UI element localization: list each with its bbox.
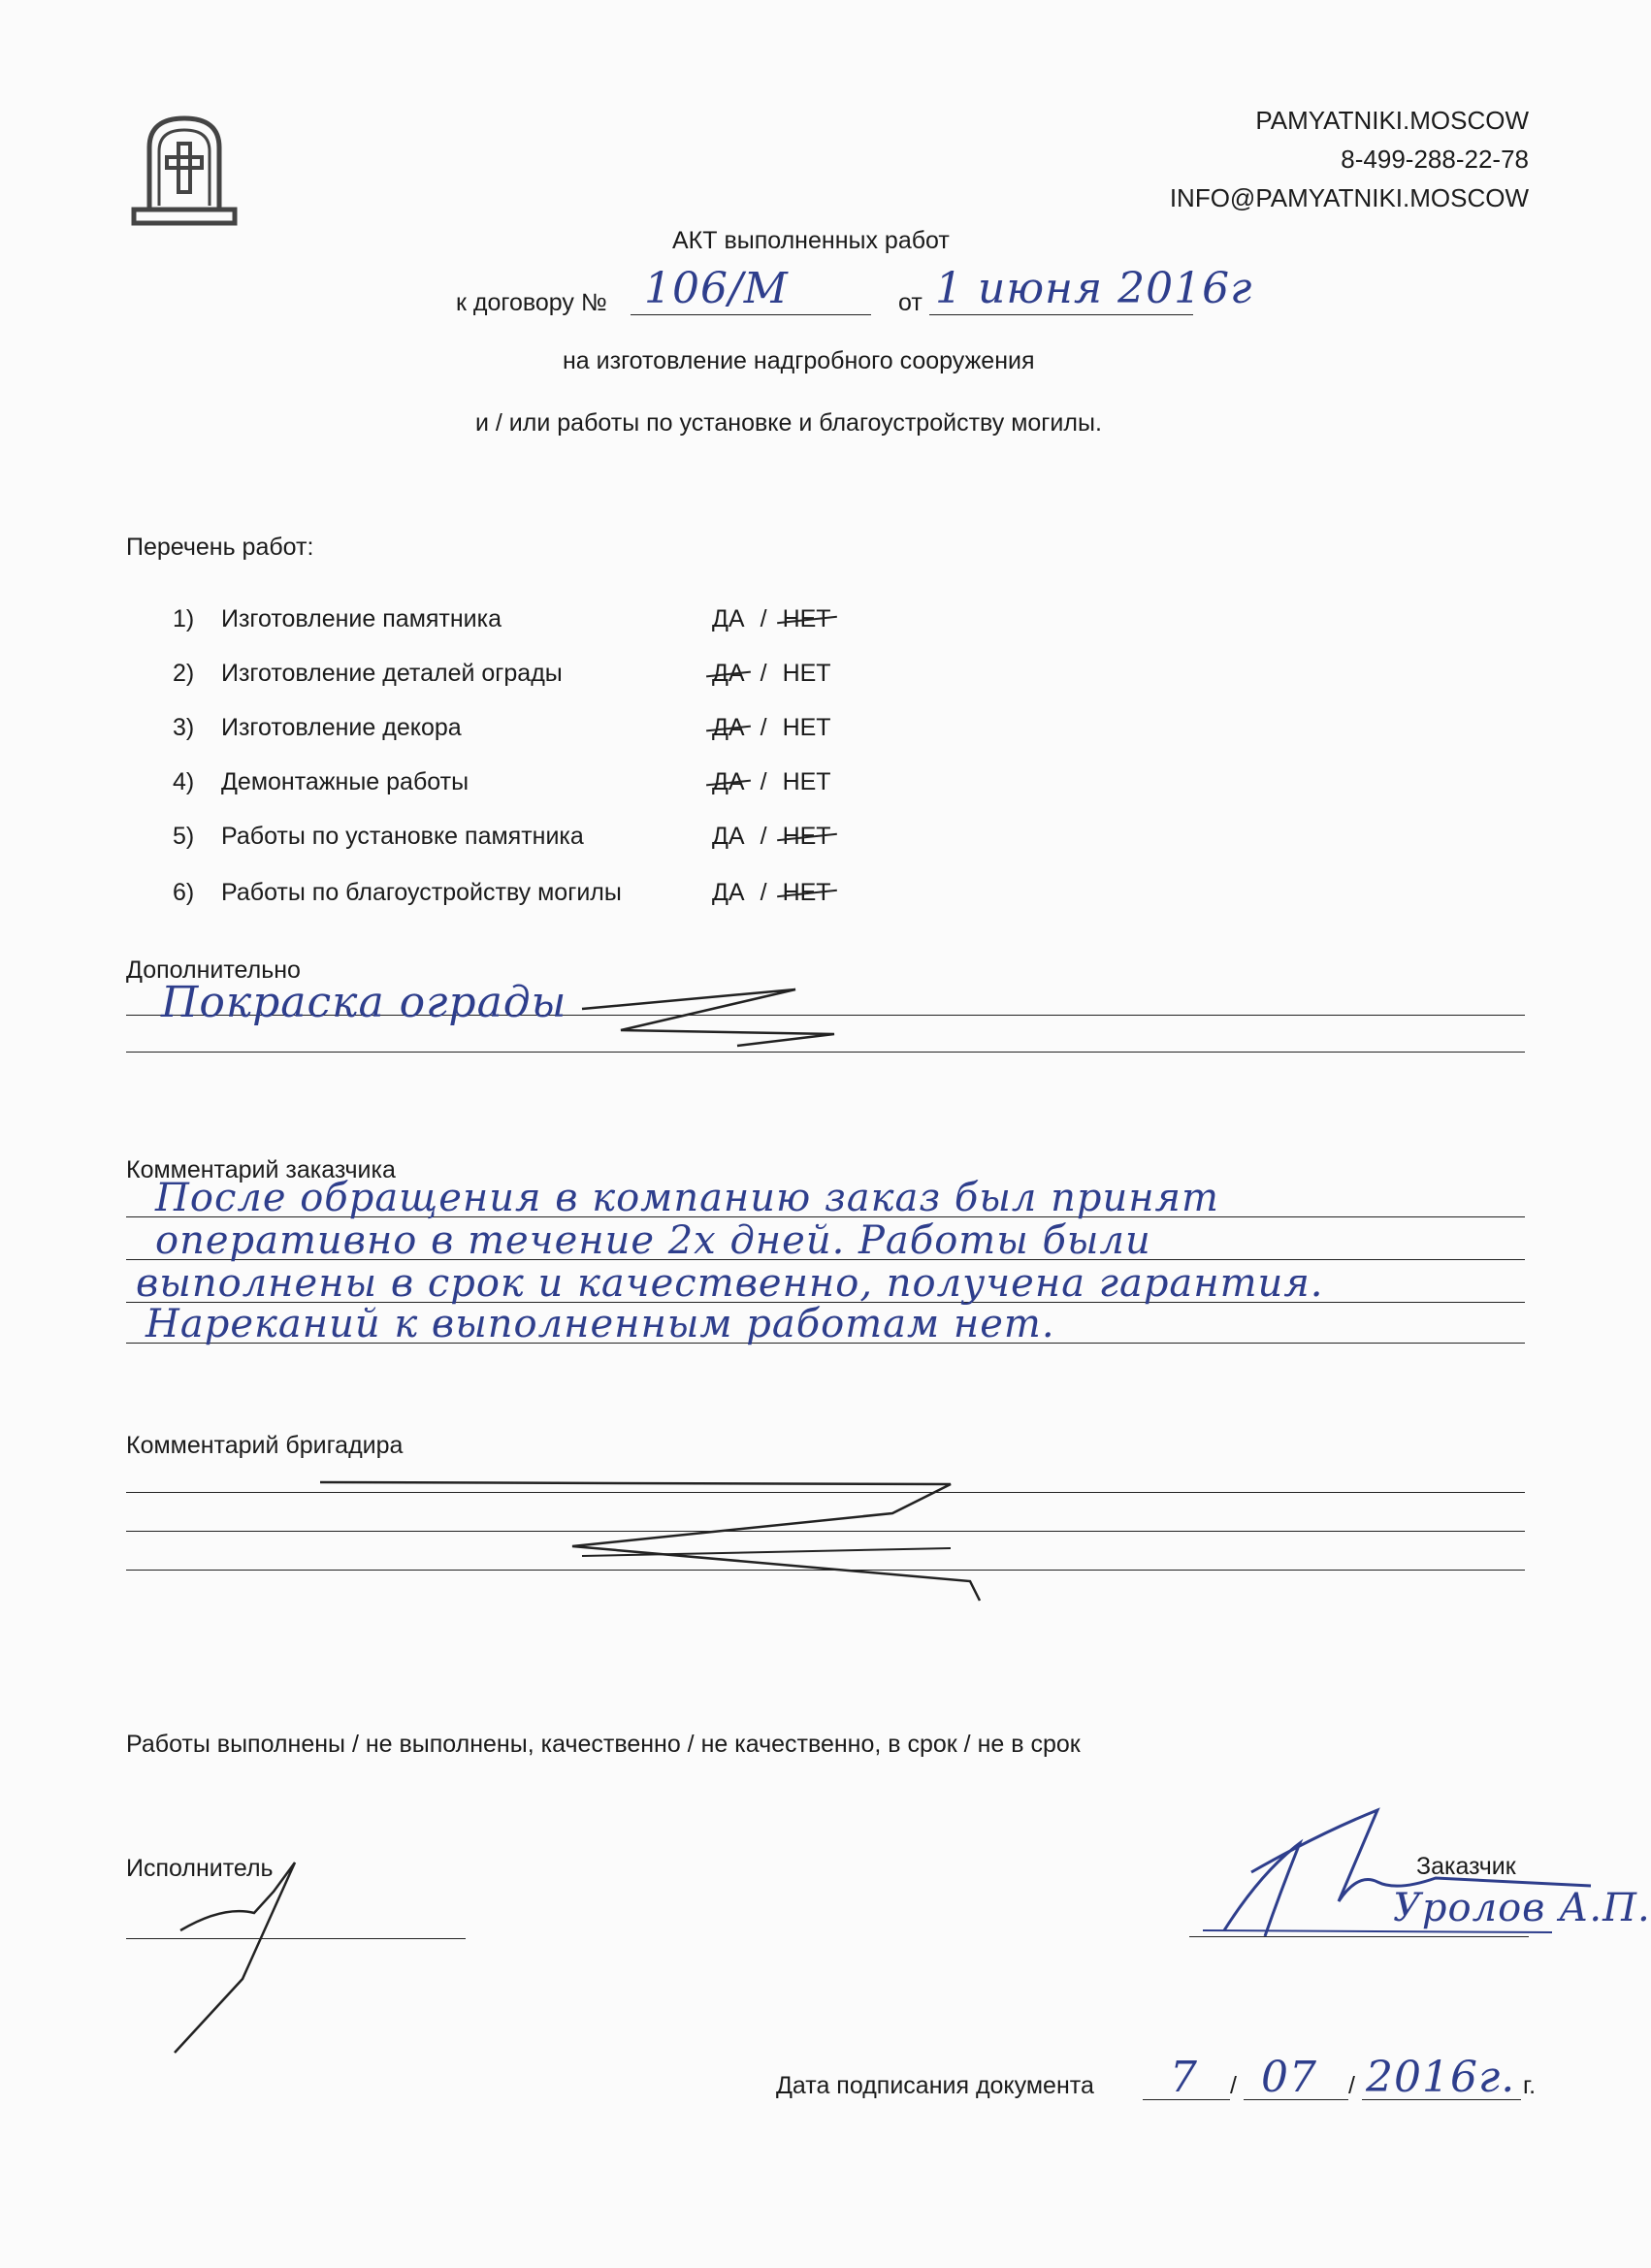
option-separator: /	[760, 714, 767, 741]
customer-signature-underline	[1203, 1930, 1552, 1932]
doc-title: АКТ выполненных работ	[672, 227, 950, 254]
work-item-yes-no	[712, 768, 831, 796]
work-item-number: 3)	[173, 714, 195, 741]
option-no: НЕТ	[782, 823, 831, 850]
work-item-number: 2)	[173, 660, 195, 687]
work-item-label: Изготовление деталей ограды	[221, 660, 563, 687]
work-item-number: 6)	[173, 879, 195, 906]
doc-subtitle-2: и / или работы по установке и благоустройству могилы.	[475, 409, 1102, 437]
option-yes: ДА	[712, 605, 745, 632]
work-item-yes-no	[712, 605, 831, 633]
option-no: НЕТ	[782, 605, 831, 632]
customer-signature-line	[1189, 1936, 1529, 1937]
foreman-crossout-scribble-2	[582, 1548, 951, 1556]
contact-block	[1170, 101, 1529, 217]
option-separator: /	[760, 605, 767, 632]
option-yes: ДА	[712, 768, 745, 795]
option-no: НЕТ	[782, 879, 831, 906]
date-month: 07	[1261, 2053, 1317, 2102]
date-slash-1: /	[1230, 2072, 1237, 2099]
option-yes: ДА	[712, 714, 745, 741]
work-item-label: Работы по установке памятника	[221, 823, 584, 850]
date-slash-2: /	[1348, 2072, 1355, 2099]
option-separator: /	[760, 879, 767, 906]
date-year: 2016г.	[1366, 2053, 1516, 2102]
site-url[interactable]: PAMYATNIKI.MOSCOW	[1255, 106, 1529, 135]
contract-prefix: к договору №	[456, 289, 607, 316]
executor-label: Исполнитель	[126, 1855, 274, 1882]
additional-label: Дополнительно	[126, 956, 301, 984]
work-item-yes-no	[712, 714, 831, 742]
work-item-number: 1)	[173, 605, 195, 632]
contract-date: 1 июня 2016г	[935, 264, 1253, 313]
email-address[interactable]: INFO@PAMYATNIKI.MOSCOW	[1169, 183, 1529, 212]
date-day: 7	[1170, 2053, 1198, 2102]
customer-name: Уролов А.П.	[1393, 1886, 1651, 1930]
work-item-label: Изготовление декора	[221, 714, 462, 741]
foreman-crossout-scribble	[320, 1482, 980, 1601]
option-no: НЕТ	[782, 660, 831, 687]
phone-number[interactable]: 8-499-288-22-78	[1341, 145, 1529, 174]
option-no: НЕТ	[782, 768, 831, 795]
date-prefix: от	[898, 289, 923, 316]
contract-date-line	[929, 314, 1193, 315]
contract-number: 106/M	[644, 264, 789, 313]
option-separator: /	[760, 768, 767, 795]
additional-crossout-scribble	[582, 989, 834, 1046]
foreman-line-3	[126, 1570, 1525, 1571]
foreman-line-2	[126, 1531, 1525, 1532]
customer-comment-line-3: выполнены в срок и качественно, получена гарантия.	[136, 1261, 1324, 1306]
work-item-yes-no	[712, 879, 831, 907]
additional-text: Покраска ограды	[161, 978, 567, 1027]
work-item-yes-no	[712, 823, 831, 851]
work-item-label: Изготовление памятника	[221, 605, 502, 632]
date-suffix: г.	[1523, 2072, 1537, 2099]
work-item-label: Демонтажные работы	[221, 768, 469, 795]
signing-date-label: Дата подписания документа	[776, 2072, 1094, 2099]
option-no: НЕТ	[782, 714, 831, 741]
option-separator: /	[760, 660, 767, 687]
work-item-number: 5)	[173, 823, 195, 850]
work-item-number: 4)	[173, 768, 195, 795]
customer-comment-label: Комментарий заказчика	[126, 1156, 396, 1183]
executor-signature-line	[126, 1938, 466, 1939]
works-heading: Перечень работ:	[126, 534, 314, 561]
work-item-yes-no	[712, 660, 831, 688]
customer-label: Заказчик	[1416, 1853, 1516, 1880]
work-item-label: Работы по благоустройству могилы	[221, 879, 622, 906]
status-line: Работы выполнены / не выполнены, качественно / не качественно, в срок / не в срок	[126, 1731, 1081, 1758]
foreman-line-1	[126, 1492, 1525, 1493]
option-yes: ДА	[712, 660, 745, 687]
option-separator: /	[760, 823, 767, 850]
additional-line-2	[126, 1052, 1525, 1053]
executor-signature	[175, 1863, 295, 2053]
gravestone-cross-icon	[128, 109, 241, 229]
customer-comment-line-4: Нареканий к выполненным работам нет.	[146, 1302, 1055, 1346]
doc-subtitle-1: на изготовление надгробного сооружения	[563, 347, 1035, 374]
option-yes: ДА	[712, 879, 745, 906]
foreman-comment-label: Комментарий бригадира	[126, 1432, 404, 1459]
customer-comment-line-2: оперативно в течение 2х дней. Работы были	[155, 1218, 1151, 1263]
contract-number-line	[631, 314, 871, 315]
option-yes: ДА	[712, 823, 745, 850]
customer-comment-line-1: После обращения в компанию заказ был принят	[155, 1176, 1219, 1220]
